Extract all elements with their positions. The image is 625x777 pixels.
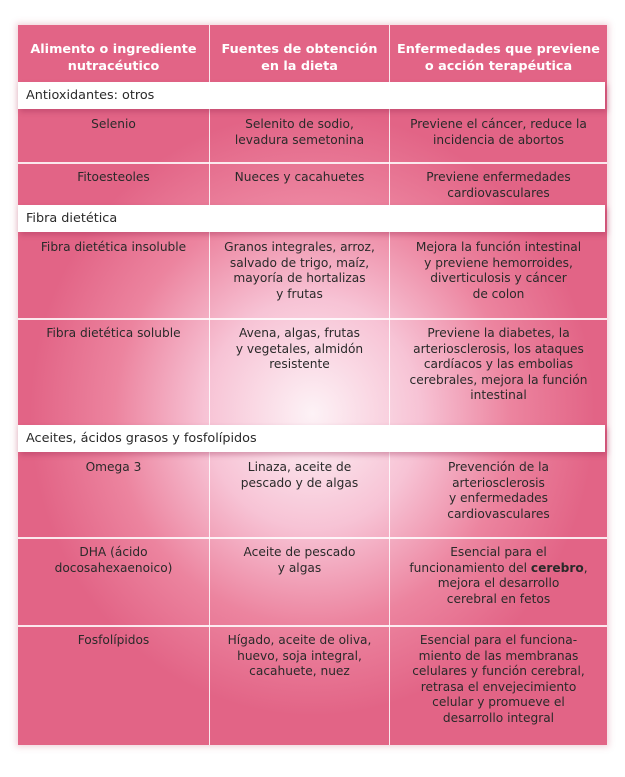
cell-line: diverticulosis y cáncer — [430, 271, 567, 285]
cell-line: cerebrales, mejora la función — [409, 372, 588, 387]
cell-line: Fitoesteoles — [77, 170, 150, 184]
effects-cell — [389, 232, 607, 318]
cell-line: incidencia de abortos — [433, 132, 564, 147]
sources-cell — [209, 109, 389, 162]
section-title: Antioxidantes: otros — [18, 82, 605, 109]
header-text: Alimento o ingrediente — [30, 42, 197, 57]
table-row — [18, 109, 607, 162]
effects-cell — [389, 109, 607, 162]
cell-line: docosahexaenoico) — [54, 560, 173, 575]
table-row — [18, 232, 607, 318]
cell-line: Fibra dietética soluble — [46, 326, 181, 340]
cell-line: cerebral en fetos — [446, 591, 551, 606]
cell-line: intestinal — [470, 388, 527, 402]
cell-line: Mejora la función intestinal — [415, 240, 582, 254]
sources-cell — [209, 452, 389, 537]
table-row — [18, 318, 607, 425]
cell-line: salvado de trigo, maíz, — [229, 255, 370, 270]
cell-line: cardíacos y las embolias — [423, 357, 574, 371]
cell-line: y frutas — [276, 286, 323, 301]
cell-line: Fibra dietética insoluble — [40, 240, 187, 254]
table-row — [18, 452, 607, 537]
cell-line: DHA (ácido — [79, 545, 148, 559]
cell-line: Esencial para el funciona- — [419, 633, 578, 647]
highlighted-word: cerebro — [530, 560, 584, 575]
cell-line: de colon — [472, 286, 525, 301]
section-title: Fibra dietética — [18, 205, 605, 232]
cell-line: y enfermedades — [448, 491, 549, 505]
cell-line: Selenito de sodio, — [245, 117, 354, 131]
ingredient-cell — [18, 162, 209, 205]
table-header — [18, 25, 607, 83]
cell-line: celulares y función cerebral, — [412, 664, 585, 678]
cell-line: desarrollo integral — [442, 710, 555, 725]
header-diet-sources — [209, 25, 389, 83]
cell-line: Esencial para el — [450, 545, 547, 559]
cell-line: Granos integrales, arroz, — [224, 240, 375, 254]
cell-line: cardiovasculares — [447, 506, 550, 521]
sources-cell — [209, 625, 389, 745]
cell-line: Omega 3 — [85, 460, 142, 474]
table-row — [18, 625, 607, 745]
effects-cell — [389, 625, 607, 745]
sources-cell — [209, 537, 389, 625]
cell-line: celular y promueve el — [432, 695, 565, 709]
cell-line: huevo, soja integral, — [237, 648, 362, 663]
header-diseases-prevented — [389, 25, 607, 83]
cell-line: Hígado, aceite de oliva, — [227, 633, 372, 647]
cell-line: levadura semetonina — [234, 132, 365, 147]
cell-line: Previene el cáncer, reduce la — [410, 117, 587, 131]
cell-line: y previene hemorroides, — [424, 255, 573, 270]
effects-cell — [389, 318, 607, 425]
cell-line: cardiovasculares — [447, 185, 550, 200]
cell-line: Avena, algas, frutas — [238, 326, 361, 340]
cell-line: arteriosclerosis, los ataques — [413, 341, 584, 356]
cell-line: Selenio — [91, 117, 136, 131]
header-food-ingredient — [18, 25, 209, 83]
sources-cell — [209, 162, 389, 205]
header-text: nutracéutico — [67, 59, 160, 74]
ingredient-cell — [18, 537, 209, 625]
cell-line: pescado y de algas — [240, 475, 359, 490]
section-title: Aceites, ácidos grasos y fosfolípidos — [18, 425, 605, 452]
header-text: Enfermedades que previene — [397, 42, 600, 57]
cell-line: mejora el desarrollo — [437, 576, 560, 590]
cell-line: Fosfolípidos — [77, 633, 150, 647]
ingredient-cell — [18, 109, 209, 162]
nutraceutical-table — [18, 25, 607, 745]
sources-cell — [209, 318, 389, 425]
cell-line: cacahuete, nuez — [249, 664, 350, 678]
ingredient-cell — [18, 452, 209, 537]
cell-line: Nueces y cacahuetes — [234, 170, 365, 184]
table-row — [18, 537, 607, 625]
ingredient-cell — [18, 318, 209, 425]
ingredient-cell — [18, 625, 209, 745]
cell-line: arteriosclerosis — [452, 475, 545, 490]
table-row — [18, 162, 607, 205]
cell-line: mayoría de hortalizas — [233, 271, 366, 285]
effects-cell — [389, 537, 607, 625]
header-text: o acción terapéutica — [424, 59, 573, 74]
cell-line: y algas — [277, 560, 322, 575]
cell-line: Prevención de la — [448, 460, 549, 474]
header-text: en la dieta — [261, 59, 338, 74]
cell-line: resistente — [269, 357, 330, 371]
cell-line: funcionamiento del cerebro, — [409, 560, 588, 575]
sources-cell — [209, 232, 389, 318]
effects-cell — [389, 162, 607, 205]
cell-line: y vegetales, almidón — [235, 341, 364, 356]
cell-line: Previene la diabetes, la — [427, 326, 570, 340]
header-text: Fuentes de obtención — [221, 42, 378, 57]
ingredient-cell — [18, 232, 209, 318]
cell-line: Previene enfermedades — [426, 170, 571, 184]
effects-cell — [389, 452, 607, 537]
cell-line: miento de las membranas — [418, 648, 579, 663]
cell-line: Aceite de pescado — [243, 545, 356, 559]
cell-line: retrasa el envejecimiento — [420, 679, 577, 694]
cell-line: Linaza, aceite de — [247, 460, 352, 474]
